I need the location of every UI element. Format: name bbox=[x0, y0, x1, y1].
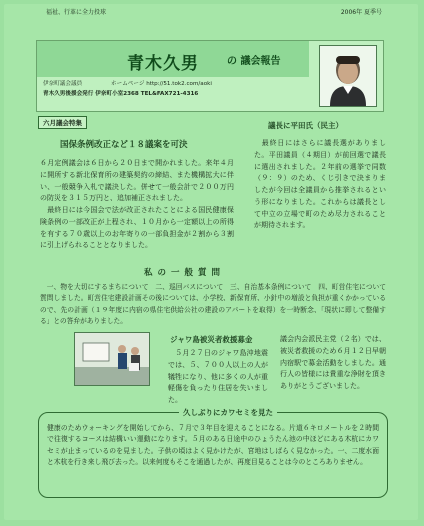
java-relief-title: ジャワ島被災者救援募金 bbox=[170, 335, 253, 344]
section2-title: 私の一般質問 bbox=[144, 268, 226, 278]
relief-photo-icon bbox=[74, 332, 150, 386]
member-role: 伊奈町議会議員 bbox=[43, 81, 83, 87]
homepage-link[interactable]: ホームページ http://51.tok2.com/aoki bbox=[111, 81, 212, 87]
section1-body: ６月定例議会は６日から２０日まで開かれました。来年４月に開所する新北保育所の建築契約の締結、また機構拡大に伴い、一般競争入札で議決した。併せて一般会計で２００万円の防災を３１５万円と、追加補正されました。 最終日には今国会で法が改正されたことによる国民健康保険条例の一部改正が上程され、１０月から一定額以上の所得を有する７０歳以上のお年寄りの一部負担金が２割から３割に引上げられることとなりました。 bbox=[40, 159, 234, 250]
section1-headline: 国保条例改正など１８議案を可決 bbox=[60, 140, 188, 150]
newsletter-subtitle: の 議会報告 bbox=[227, 56, 281, 67]
right-column-title: 議長に平田氏（民主） bbox=[268, 121, 343, 130]
kingfisher-title: 久しぶりにカワセミを見た bbox=[179, 407, 277, 418]
issue-label: 2006年 夏季号 bbox=[340, 9, 382, 16]
portrait-photo-icon bbox=[319, 45, 377, 107]
kingfisher-body: 健康のためウォーキングを開始してから、７月で３年目を迎えることになる。片道６キロメートルを２時間で往復するコースは結構いい運動になります。５月のある日途中のひょうたん池の中ほどにある木杭にカワセミが止まっているのを見ました。子供の頃はよく見かけたが、宮地はしばらく見なかった。一、二度水面と木杭を行き来し飛び去った。以来何度もそこを通過したが、再度目見ることは今のところありません。 bbox=[47, 424, 379, 467]
java-relief-body: ５月２７日のジャワ島沖地震では、５、７００人以上の人が犠牲になり、他に多くの人が重軽傷を負ったり住居を失いました。 bbox=[168, 349, 268, 404]
right-column-body: 最終日にはさらに議長選がありました。平田議員（４期目）が前回選で議長に選出されました。２年前の選挙で同数（９：９）のため、くじ引きで決まりましたが今回は全議員から推挙されるという形になりました。これからは議長として中立の立場で町のため尽力されることが期待されます。 bbox=[254, 139, 386, 230]
newsletter-name: 青木久男 bbox=[127, 54, 199, 74]
section-label: 六月議会特集 bbox=[38, 116, 87, 129]
masthead bbox=[36, 40, 384, 112]
fundraising-body: 議会内会派民主党（２名）では、被災者救援のため６月１２日早朝内宿駅で募金活動をしました。通行人の皆様には貴重な浄財を頂きありがとうございました。 bbox=[280, 335, 386, 390]
tagline: 福祉、行革に全力投球 bbox=[46, 9, 107, 16]
section2-body: 一、物を大切にするまちについて 二、巡回バスについて 三、自治基本条例について 四、町営住宅について質問しました。町営住宅建設計画その後については、小学校、新保育所、小針中の増設と負担が重くかかっているので、先の計画（１９年度に内宿の県住宅供給公社の建設のアパートを取得）を一時断念、「現状に即して整備する」との答弁がありました。 bbox=[40, 283, 386, 325]
publisher-contact: 青木久男後援会発行 伊奈町小室2368 TEL&FAX721-4316 bbox=[43, 91, 199, 97]
kingfisher-box bbox=[38, 408, 388, 498]
